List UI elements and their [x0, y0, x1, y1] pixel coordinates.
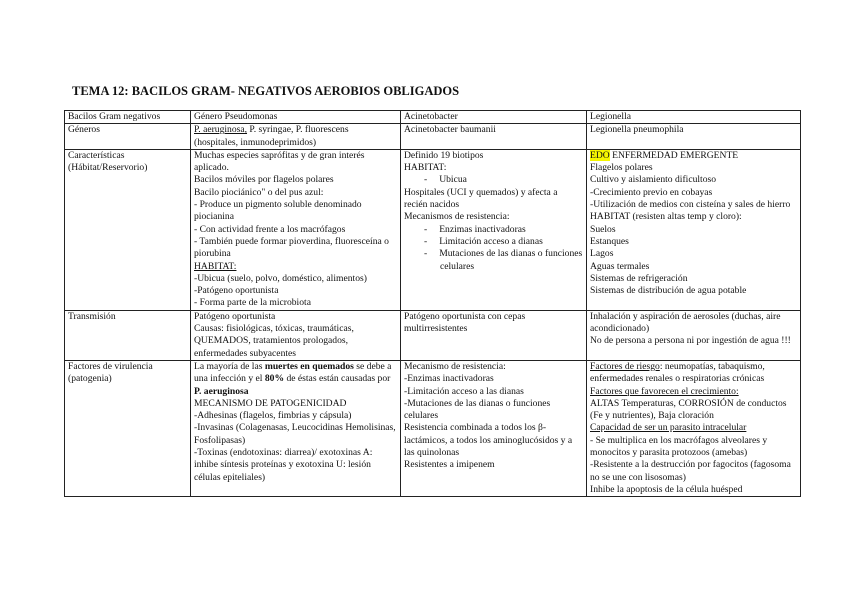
text-line: Sistemas de refrigeración [590, 272, 688, 284]
text-line: Factores que favorecen el crecimiento: [590, 385, 739, 397]
legionella-virulencia [587, 360, 801, 496]
row-label: Géneros [65, 124, 191, 150]
header-cell: Legionella [587, 111, 801, 124]
text-line: Inhalación y aspiración de aerosoles (duchas, aire acondicionado) [590, 310, 781, 335]
row-label-line: (Hábitat/Reservorio) [68, 162, 148, 174]
text-line: Patógeno oportunista [194, 310, 276, 322]
row-label [65, 149, 191, 310]
pseudomonas-transmision [191, 310, 401, 360]
bullet-item: - Ubicua [424, 174, 467, 186]
text-line: Estanques [590, 235, 629, 247]
bullet-item: - Enzimas inactivadoras [424, 223, 526, 235]
text-line: -Mutaciones de las dianas o funciones celulares [404, 397, 551, 422]
page-title: TEMA 12: BACILOS GRAM- NEGATIVOS AEROBIOS OBLIGADOS [72, 84, 460, 98]
row-label-line: Características [68, 149, 125, 161]
text-line: Suelos [590, 223, 616, 235]
table-row-virulencia [65, 360, 801, 496]
text-line: Cultivo y aislamiento dificultoso [590, 174, 717, 186]
bullet-item: - Mutaciones de las dianas o funciones celulares [424, 248, 583, 272]
text-line: Causas: fisiológicas, tóxicas, traumáticas, QUEMADOS, tratamientos prologados, enfermedades subyacentes [194, 323, 354, 359]
text-line: -Enzimas inactivadoras [404, 373, 494, 385]
text-line: -Utilización de medios con cisteína y sales de hierro [590, 199, 791, 211]
text-line: Sistemas de distribución de agua potable [590, 285, 747, 297]
text-line: ALTAS Temperaturas, CORROSIÓN de conductos (Fe y nutrientes), Baja cloración [590, 397, 787, 422]
species-link: P. aeruginosa, [194, 124, 248, 136]
legionella-generos: Legionella pneumophila [587, 124, 801, 150]
text-line: MECANISMO DE PATOGENICIDAD [194, 397, 347, 409]
header-cell: Acinetobacter [401, 111, 587, 124]
text-line: -Toxinas (endotoxinas: diarrea)/ exotoxinas A: inhibe síntesis proteínas y exotoxina U: lesión células epiteliales) [194, 447, 373, 483]
text-line: -Patógeno oportunista [194, 285, 279, 297]
acinetobacter-generos: Acinetobacter baumanii [401, 124, 587, 150]
text-line: Hospitales (UCI y quemados) y afecta a recién nacidos [404, 186, 558, 211]
acinetobacter-caracteristicas [401, 149, 587, 310]
text-line: Capacidad de ser un parasito intracelular [590, 422, 747, 434]
table-row-generos [65, 124, 801, 150]
text-line: - Con actividad frente a los macrófagos [194, 223, 346, 235]
bacilos-table [64, 110, 801, 497]
header-cell: Género Pseudomonas [191, 111, 401, 124]
text-line: EDO ENFERMEDAD EMERGENTE [590, 149, 739, 161]
acinetobacter-virulencia [401, 360, 587, 496]
habitat-heading: HABITAT: [404, 162, 447, 174]
pseudomonas-caracteristicas [191, 149, 401, 310]
table-row-caracteristicas [65, 149, 801, 310]
habitat-heading: HABITAT: [194, 260, 237, 272]
header-cell: Bacilos Gram negativos [65, 111, 191, 124]
text-line: -Limitación acceso a las dianas [404, 385, 524, 397]
text-line: Bacilos móviles por flagelos polares [194, 174, 334, 186]
species-text: P. syringae, P. fluorescens [247, 124, 349, 136]
table-row-transmision [65, 310, 801, 360]
text-line: -Invasinas (Colagenasas, Leucocidinas Hemolisinas, Fosfolipasas) [194, 422, 396, 446]
bullet-item: - Limitación acceso a dianas [424, 235, 543, 247]
text-line: La mayoría de las muertes en quemados se debe a una infección y el 80% de éstas están causadas por P. aeruginosa [194, 360, 392, 397]
row-label-line: (patogenia) [68, 373, 112, 385]
text-line: - Produce un pigmento soluble denominado piocianina [194, 199, 362, 223]
text-line: HABITAT (resisten altas temp y cloro): [590, 211, 742, 223]
text-line: Resistencia combinada a todos los β-lactámicos, a todos los aminoglucósidos y a las quinolonas [404, 422, 573, 459]
text-line: Mecanismo de resistencia: [404, 360, 506, 372]
text-line: Lagos [590, 248, 614, 260]
text-line: No de persona a persona ni por ingestión de agua !!! [590, 335, 791, 347]
text-line: Aguas termales [590, 260, 650, 272]
species-note: (hospitales, inmunodeprimidos) [194, 136, 317, 148]
text-line: Muchas especies saprófitas y de gran interés [194, 149, 365, 161]
text-line: Bacilo piociánico" o del pus azul: [194, 186, 324, 198]
text-line: Mecanismos de resistencia: [404, 211, 510, 223]
pseudomonas-virulencia [191, 360, 401, 496]
acinetobacter-transmision: Patógeno oportunista con cepas multirresistentes [401, 310, 587, 360]
table-header-row [65, 111, 801, 124]
legionella-caracteristicas [587, 149, 801, 310]
edo-highlight: EDO [590, 149, 610, 161]
text-line: Inhibe la apoptosis de la célula huésped [590, 483, 743, 495]
row-label: Transmisión [65, 310, 191, 360]
row-label [65, 360, 191, 496]
text-line: Resistentes a imipenem [404, 459, 495, 471]
text-line: - También puede formar pioverdina, fluoresceína o piorubina [194, 235, 389, 260]
pseudomonas-generos [191, 124, 401, 150]
text-line: Factores de riesgo: neumopatías, tabaquismo, enfermedades renales o respiratorias crónicas [590, 360, 765, 385]
row-label-line: Factores de virulencia [68, 360, 153, 372]
text-line: -Adhesinas (flagelos, fimbrias y cápsula) [194, 410, 352, 422]
text-line: Definido 19 biotipos [404, 149, 484, 161]
text-line: - Forma parte de la microbiota [194, 297, 311, 309]
text-line: -Resistente a la destrucción por fagocitos (fagosoma no se une con lisosomas) [590, 459, 791, 483]
text-line: Flagelos polares [590, 162, 653, 174]
text-line: aplicado. [194, 162, 229, 174]
text-line: -Ubicua (suelo, polvo, doméstico, alimentos) [194, 272, 367, 284]
text-line: - Se multiplica en los macrófagos alveolares y monocitos y parasita protozoos (amebas) [590, 434, 768, 459]
legionella-transmision [587, 310, 801, 360]
text-line: -Crecimiento previo en cobayas [590, 186, 713, 198]
